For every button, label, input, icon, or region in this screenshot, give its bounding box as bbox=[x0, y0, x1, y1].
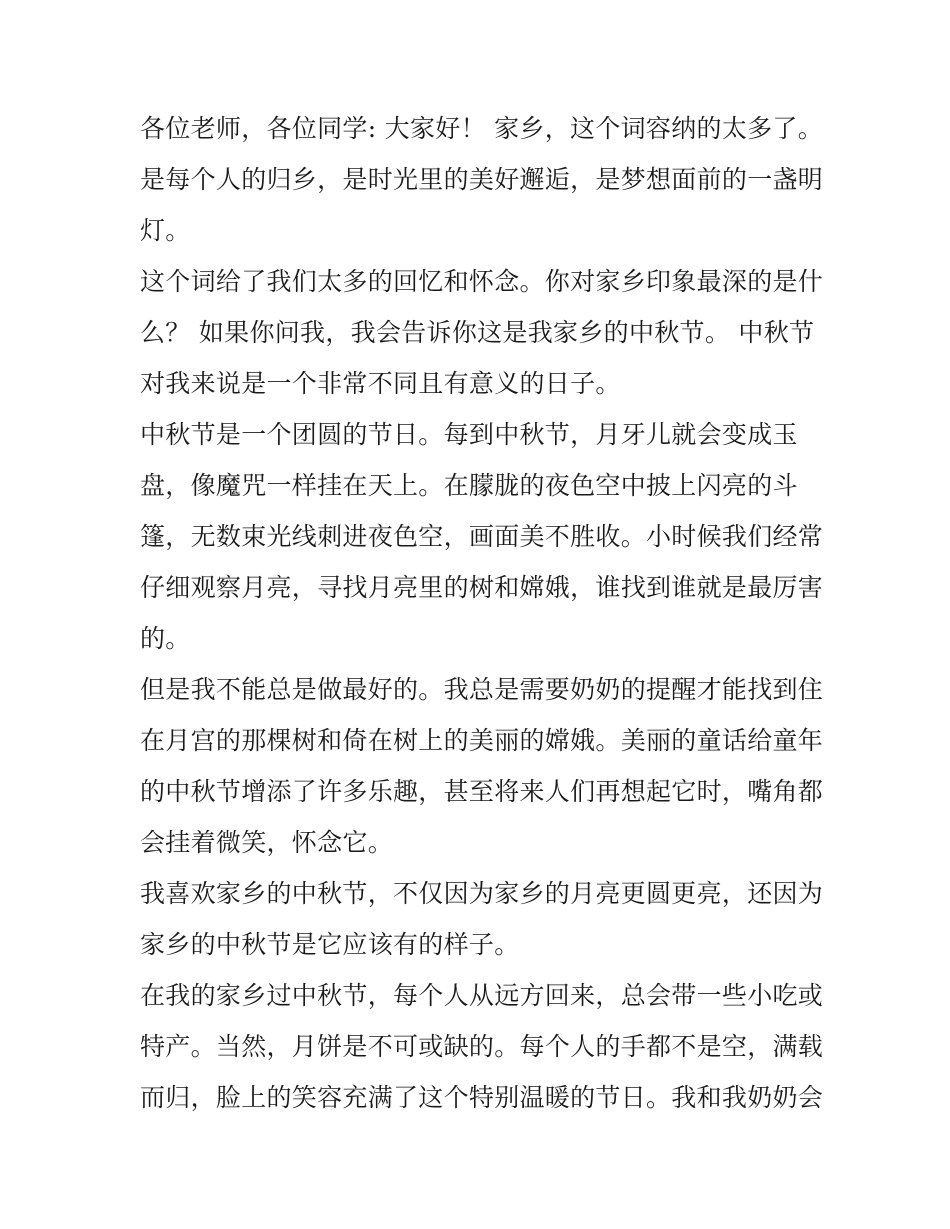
text-line: 但是我不能总是做最好的。我总是需要奶奶的提醒才能找到住 bbox=[140, 675, 824, 704]
text-line: 盘，像魔咒一样挂在天上。在朦胧的夜色空中披上闪亮的斗 bbox=[140, 471, 798, 500]
text-line: 的中秋节增添了许多乐趣，甚至将来人们再想起它时，嘴角都 bbox=[140, 777, 824, 806]
text-line: 而归，脸上的笑容充满了这个特别温暖的节日。我和我奶奶会 bbox=[140, 1083, 824, 1112]
text-line: 在我的家乡过中秋节，每个人从远方回来，总会带一些小吃或 bbox=[140, 981, 824, 1010]
text-line: 我喜欢家乡的中秋节，不仅因为家乡的月亮更圆更亮，还因为 bbox=[140, 879, 824, 908]
text-line: 对我来说是一个非常不同且有意义的日子。 bbox=[140, 369, 621, 398]
text-line: 仔细观察月亮，寻找月亮里的树和嫦娥，谁找到谁就是最厉害 bbox=[140, 573, 824, 602]
text-line: 灯。 bbox=[140, 216, 191, 245]
text-line: 篷，无数束光线刺进夜色空，画面美不胜收。小时候我们经常 bbox=[140, 522, 824, 551]
text-line: 会挂着微笑，怀念它。 bbox=[140, 828, 394, 857]
text-line: 这个词给了我们太多的回忆和怀念。你对家乡印象最深的是什 bbox=[140, 267, 824, 296]
text-line: 中秋节是一个团圆的节日。每到中秋节，月牙儿就会变成玉 bbox=[140, 420, 798, 449]
text-line: 么？ 如果你问我，我会告诉你这是我家乡的中秋节。 中秋节 bbox=[140, 318, 815, 347]
text-line: 的。 bbox=[140, 624, 191, 653]
text-line: 在月宫的那棵树和倚在树上的美丽的嫦娥。美丽的童话给童年 bbox=[140, 726, 824, 755]
text-line: 家乡的中秋节是它应该有的样子。 bbox=[140, 930, 520, 959]
document-body bbox=[140, 103, 824, 1123]
text-line: 各位老师，各位同学: 大家好！ 家乡，这个词容纳的太多了。 bbox=[140, 114, 824, 143]
text-line: 是每个人的归乡，是时光里的美好邂逅，是梦想面前的一盏明 bbox=[140, 165, 824, 194]
text-line: 特产。当然，月饼是不可或缺的。每个人的手都不是空，满载 bbox=[140, 1032, 824, 1061]
